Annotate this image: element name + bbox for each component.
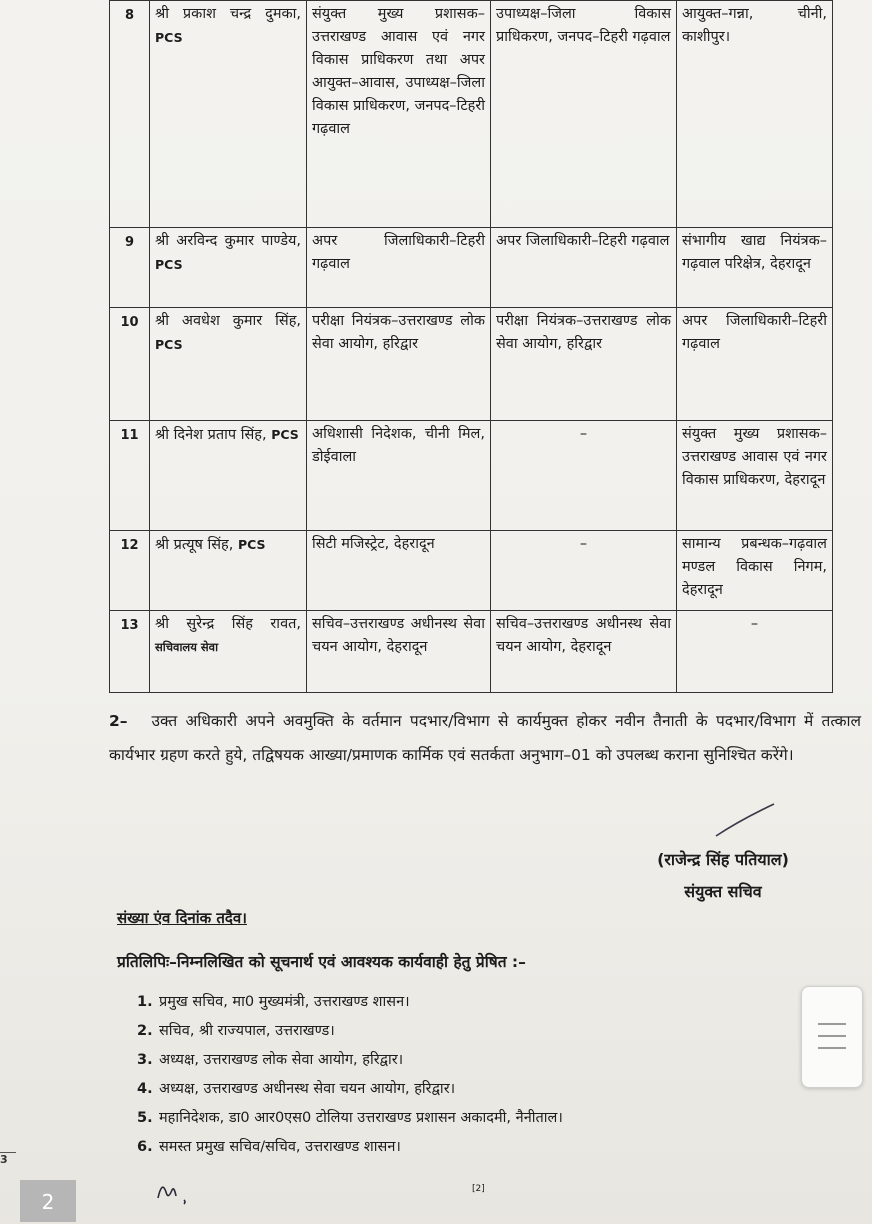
relieved-post: परीक्षा नियंत्रक–उत्तराखण्ड लोक सेवा आयोग, हरिद्वार [491,308,677,421]
hamburger-menu-icon[interactable] [801,986,863,1088]
footer-page-label: [2] [472,1184,485,1194]
table-row [110,1,833,228]
table-row [110,228,833,308]
paragraph-text: उक्त अधिकारी अपने अवमुक्ति के वर्तमान पदभार/विभाग से कार्यमुक्त होकर नवीन तैनाती के पदभार/विभाग में तत्काल कार्यभार ग्रहण करते हुये, तद्विषयक आख्या/प्रमाणक कार्मिक एवं सतर्कता अनुभाग–01 को उपलब्ध कराना सुनिश्चित करेंगे। [109,712,861,764]
serial-number: 8 [110,1,150,228]
officer-service: PCS [237,537,266,552]
menu-bar [818,1035,846,1037]
reference-line: संख्या एंव दिनांक तदैव। [117,909,247,927]
officer-service: PCS [155,30,183,45]
list-item: 1. प्रमुख सचिव, मा0 मुख्यमंत्री, उत्तराखण्ड शासन। [137,994,410,1010]
officer-service: PCS [155,257,183,272]
serial-number: 13 [110,611,150,693]
table-row [110,421,833,531]
serial-number: 10 [110,308,150,421]
officer-name: श्री अरविन्द कुमार पाण्डेय, PCS [150,228,307,308]
relieved-post: सचिव–उत्तराखण्ड अधीनस्थ सेवा चयन आयोग, देहरादून [491,611,677,693]
current-post: अधिशासी निदेशक, चीनी मिल, डोईवाला [307,421,491,531]
signature-stroke-icon [710,800,780,840]
serial-number: 12 [110,531,150,611]
list-item: 6. समस्त प्रमुख सचिव/सचिव, उत्तराखण्ड शासन। [137,1139,401,1155]
officer-name: श्री प्रत्यूष सिंह, PCS [150,531,307,611]
relieved-post: अपर जिलाधिकारी–टिहरी गढ़वाल [491,228,677,308]
new-post: आयुक्त–गन्ना, चीनी, काशीपुर। [677,1,833,228]
paragraph-number: 2– [109,712,128,730]
handwritten-initial-icon [154,1178,194,1206]
officer-name: श्री दिनेश प्रताप सिंह, PCS [150,421,307,531]
officer-service: सचिवालय सेवा [155,640,219,654]
new-post: संभागीय खाद्य नियंत्रक–गढ़वाल परिक्षेत्र, देहरादून [677,228,833,308]
copy-list [137,988,563,1162]
new-post: संयुक्त मुख्य प्रशासक–उत्तराखण्ड आवास एवं नगर विकास प्राधिकरण, देहरादून [677,421,833,531]
officer-service: PCS [155,337,183,352]
list-item: 2. सचिव, श्री राज्यपाल, उत्तराखण्ड। [137,1023,335,1039]
officer-name: श्री सुरेन्द्र सिंह रावत, सचिवालय सेवा [150,611,307,693]
list-item: 4. अध्यक्ष, उत्तराखण्ड अधीनस्थ सेवा चयन आयोग, हरिद्वार। [137,1081,456,1097]
list-item: 3. अध्यक्ष, उत्तराखण्ड लोक सेवा आयोग, हरिद्वार। [137,1052,404,1068]
relieved-post: उपाध्यक्ष–जिला विकास प्राधिकरण, जनपद–टिहरी गढ़वाल [491,1,677,228]
list-item: 5. महानिदेशक, डा0 आर0एस0 टोलिया उत्तराखण्ड प्रशासन अकादमी, नैनीताल। [137,1110,563,1126]
serial-number: 9 [110,228,150,308]
transfer-table [109,0,833,693]
new-post: – [677,611,833,693]
current-post: संयुक्त मुख्य प्रशासक–उत्तराखण्ड आवास एवं नगर विकास प्राधिकरण तथा अपर आयुक्त–आवास, उपाध्यक्ष–जिला विकास प्राधिकरण, जनपद–टिहरी गढ़वाल [307,1,491,228]
menu-bar [818,1047,846,1049]
current-post: अपर जिलाधिकारी–टिहरी गढ़वाल [307,228,491,308]
current-post: सिटी मजिस्ट्रेट, देहरादून [307,531,491,611]
table-row [110,611,833,693]
officer-service: PCS [271,427,299,442]
new-post: सामान्य प्रबन्धक–गढ़वाल मण्डल विकास निगम, देहरादून [677,531,833,611]
table-row [110,308,833,421]
copy-heading: प्रतिलिपिः–निम्नलिखित को सूचनार्थ एवं आवश्यक कार्यवाही हेतु प्रेषित :– [117,953,526,971]
side-page-mark: 3 [0,1152,16,1167]
signatory-name: (राजेन्द्र सिंह पतियाल) [657,850,789,869]
officer-name: श्री अवधेश कुमार सिंह, PCS [150,308,307,421]
table-row [110,531,833,611]
instruction-paragraph [109,704,861,772]
current-post: सचिव–उत्तराखण्ड अधीनस्थ सेवा चयन आयोग, देहरादून [307,611,491,693]
menu-bar [818,1023,846,1025]
current-post: परीक्षा नियंत्रक–उत्तराखण्ड लोक सेवा आयोग, हरिद्वार [307,308,491,421]
signatory-designation: संयुक्त सचिव [684,882,762,901]
relieved-post: – [491,421,677,531]
viewer-page-badge[interactable]: 2 [20,1180,76,1222]
relieved-post: – [491,531,677,611]
serial-number: 11 [110,421,150,531]
new-post: अपर जिलाधिकारी–टिहरी गढ़वाल [677,308,833,421]
officer-name: श्री प्रकाश चन्द्र दुमका, PCS [150,1,307,228]
